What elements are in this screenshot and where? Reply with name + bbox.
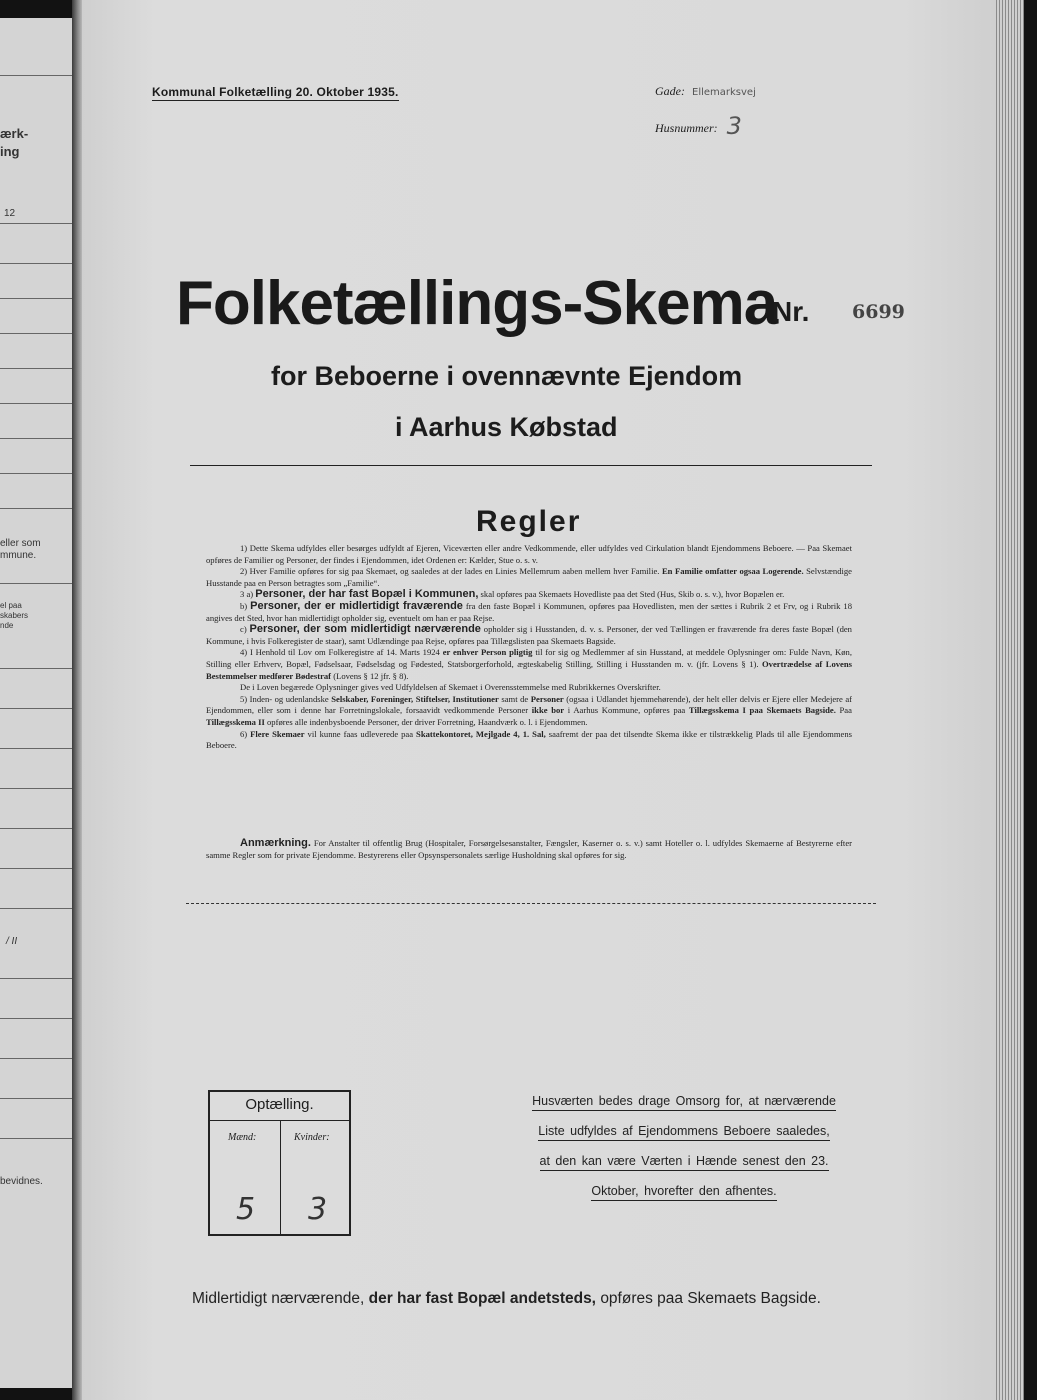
divider	[0, 788, 72, 789]
rule-2	[206, 566, 852, 589]
rule-emphasis: En Familie omfatter ogsaa Logerende.	[661, 566, 804, 577]
count-title: Optælling.	[245, 1096, 314, 1113]
rule-emphasis: Overtrædelse af Lovens Bestemmelser medfører Bødestraf	[206, 658, 852, 681]
form-number-label: Nr.	[772, 296, 810, 327]
men-count: 5	[236, 1192, 256, 1227]
rule-text: Selvstændige Husstande paa en Person betragtes som „Familie“.	[206, 566, 852, 588]
rule-emphasis: Tillægsskema I paa Skemaets Bagside.	[688, 705, 836, 716]
rule-text: 5) Inden- og udenlandske	[240, 693, 329, 704]
fragment-text: ærk-	[0, 126, 29, 141]
divider	[0, 978, 72, 979]
rule-text: opholder sig i Husstanden, d. v. s. Personer, der ved Tællingen er fraværende fra deres faste Bopæl (den Kommune, i hvis Folkeregister de staar), samt Udlændinge paa Rejse, opføres paa Tillægslisten paa Skemaets Bagside.	[206, 624, 852, 646]
adjacent-page-fragment	[0, 18, 72, 1388]
form-number-value: 6699	[852, 301, 905, 323]
rules-heading: Regler	[476, 505, 582, 538]
rule-text: c)	[240, 624, 247, 635]
rule-1	[206, 543, 852, 566]
divider	[280, 1120, 281, 1236]
divider	[0, 708, 72, 709]
divider	[0, 748, 72, 749]
street-label: Gade:	[655, 84, 685, 98]
rule-emphasis: Tillægsskema II	[206, 716, 265, 727]
divider	[0, 333, 72, 334]
rule-emphasis: Personer, der er midlertidigt fraværende	[250, 599, 463, 612]
rule-emphasis: Flere Skemaer	[250, 728, 305, 739]
rule-3c	[206, 624, 852, 647]
fragment-text: el paa	[0, 601, 22, 610]
rule-text: 6)	[240, 728, 248, 739]
rule-text: Paa	[839, 705, 852, 716]
divider	[0, 368, 72, 369]
fragment-text: bevidnes.	[0, 1176, 43, 1187]
fragment-text: nde	[0, 621, 14, 630]
divider	[0, 263, 72, 264]
rule-text: fra den faste Bopæl i Kommunen, opføres paa Hovedlisten, men der sættes i Rubrik 2 et Frv, og i Rubrik 18 angives det Sted, hvor han midlertidigt opholder sig, eventuelt om han er paa Rejse.	[206, 600, 852, 623]
census-header: Kommunal Folketælling 20. Oktober 1935.	[152, 85, 399, 99]
rule-text: (Lovens § 12 jfr. § 8).	[333, 670, 409, 681]
fragment-text: 12	[4, 208, 16, 219]
divider	[0, 473, 72, 474]
house-number-field	[655, 110, 742, 138]
divider	[0, 438, 72, 439]
remark-text: For Anstalter til offentlig Brug (Hospitaler, Forsørgelsesanstalter, Fængsler, Kaserner o. s. v.) samt Hoteller o. l. udfyldes Skemaerne af Bestyrerne efter samme Regler som for private Ejendomme. Bestyrerens eller Opsynspersonalets særlige Husholdning skal opføres for sig.	[206, 838, 852, 860]
rule-4-note	[206, 682, 852, 694]
rule-text: vil kunne faas udleverede paa	[307, 728, 414, 739]
rule-emphasis: Personer, der som midlertidigt nærværende	[249, 623, 481, 636]
street-field	[655, 84, 756, 99]
notice-line: Oktober, hvorefter den afhentes.	[591, 1184, 776, 1201]
women-label: Kvinder:	[294, 1132, 330, 1143]
footer-emphasis: der har fast Bopæl andetsteds,	[368, 1290, 596, 1307]
book-spine	[72, 0, 82, 1400]
subtitle: for Beboerne i ovennævnte Ejendom	[271, 361, 743, 391]
house-number-label: Husnummer:	[655, 121, 718, 135]
subtitle-location: i Aarhus Købstad	[395, 412, 618, 442]
rules-text	[206, 543, 852, 752]
rule-text: til for sig og Medlemmer af sin Husstand, at meddele Oplysninger om: Fulde Navn, Køn, Stilling eller Erhverv, Bopæl, Fødselsaar, Fødselsdag og Fødested, Statsborgerforhold, ægteskabelig Stilling, Stilling i Husstanden m. v. (jfr. Lovens § 1).	[206, 647, 852, 669]
rule-emphasis: Skattekontoret, Mejlgade 4, 1. Sal,	[416, 728, 546, 739]
fragment-text: eller som	[0, 538, 41, 549]
rule-6	[206, 729, 852, 752]
remark-label: Anmærkning.	[240, 837, 311, 849]
notice-line: Husværten bedes drage Omsorg for, at nærværende	[532, 1094, 836, 1111]
divider	[0, 75, 72, 76]
divider	[0, 1138, 72, 1139]
men-label: Mænd:	[228, 1132, 257, 1143]
fragment-text: skabers	[0, 611, 29, 620]
rule-emphasis: Personer, der har fast Bopæl i Kommunen,	[255, 588, 479, 601]
divider	[0, 1018, 72, 1019]
rule-text: opføres alle indenbysboende Personer, der driver Forretning, Haandværk o. l. i Ejendommen.	[266, 716, 588, 727]
rule-text: 2) Hver Familie opføres for sig paa Skemaet, og saaledes at der lades en Linies Mellemrum aaben mellem hver Familie.	[240, 566, 660, 577]
divider	[0, 828, 72, 829]
divider	[0, 298, 72, 299]
count-box	[208, 1090, 351, 1236]
rule-text: 1) Dette Skema udfyldes eller besørges udfyldt af Ejeren, Viceværten eller andre Vedkommende, eller udfyldes ved Cirkulation blandt Ejendommens Beboere. — Paa Skemaet opføres de Familier og Personer, der findes i Ejendommen, idet Ordenen er: Kælder, Stue o. s. v.	[206, 543, 852, 565]
divider	[190, 465, 872, 466]
divider	[0, 1058, 72, 1059]
street-value: Ellemarksvej	[692, 87, 756, 98]
rule-emphasis: Personer	[530, 693, 564, 704]
divider	[0, 403, 72, 404]
rule-text: (ogsaa i Udlandet hjemmehørende), der helt eller delvis er Ejere eller Medejere af Ejendommen, eller som i denne har Forretningslokale, forsaavidt vedkommende Personer	[206, 693, 853, 716]
divider	[0, 908, 72, 909]
divider	[186, 903, 876, 904]
notice-line: at den kan være Værten i Hænde senest den 23.	[540, 1154, 829, 1171]
footer-text: Midlertidigt nærværende,	[192, 1290, 365, 1307]
divider	[0, 668, 72, 669]
house-number-value: 3	[726, 112, 742, 140]
divider	[0, 868, 72, 869]
rule-text: i Aarhus Kommune, opføres paa	[567, 705, 686, 716]
rule-text: 4) I Henhold til Lov om Folkeregistre af 14. Marts 1924	[240, 647, 440, 658]
page-title: Folketællings-Skema	[176, 269, 778, 338]
footer-note	[192, 1290, 821, 1308]
rule-text: b)	[240, 600, 248, 611]
fragment-text: ing	[0, 144, 20, 159]
rule-text: samt de	[501, 693, 529, 704]
rule-emphasis: ikke bor	[531, 705, 565, 716]
remark-section	[206, 838, 852, 862]
rule-text: skal opføres paa Skemaets Hovedliste paa det Sted (Hus, Skib o. s. v.), hvor Bopælen er.	[480, 589, 785, 600]
page-edges	[994, 0, 1024, 1400]
fragment-text: mmune.	[0, 550, 37, 561]
footer-text: opføres paa Skemaets Bagside.	[600, 1290, 821, 1307]
fragment-text: / II	[6, 936, 18, 947]
rule-emphasis: Selskaber, Foreninger, Stiftelser, Institutioner	[331, 693, 499, 704]
rule-5	[206, 694, 852, 729]
women-count: 3	[308, 1192, 328, 1227]
notice-line: Liste udfyldes af Ejendommens Beboere saaledes,	[538, 1124, 829, 1141]
divider	[0, 223, 72, 224]
divider	[0, 1098, 72, 1099]
rule-4	[206, 647, 852, 682]
landlord-notice	[516, 1094, 852, 1214]
divider	[0, 583, 72, 584]
rule-3b	[206, 601, 852, 624]
rule-emphasis: er enhver Person pligtig	[442, 647, 533, 658]
rule-text: De i Loven begærede Oplysninger gives ved Udfyldelsen af Skemaet i Overensstemmelse med Rubrikkernes Overskrifter.	[240, 682, 661, 693]
rule-text: 3 a)	[240, 589, 254, 600]
rule-text: saafremt der paa det tilsendte Skema ikke er tilstrækkelig Plads til alle Ejendommens Beboere.	[206, 728, 852, 751]
divider	[0, 508, 72, 509]
